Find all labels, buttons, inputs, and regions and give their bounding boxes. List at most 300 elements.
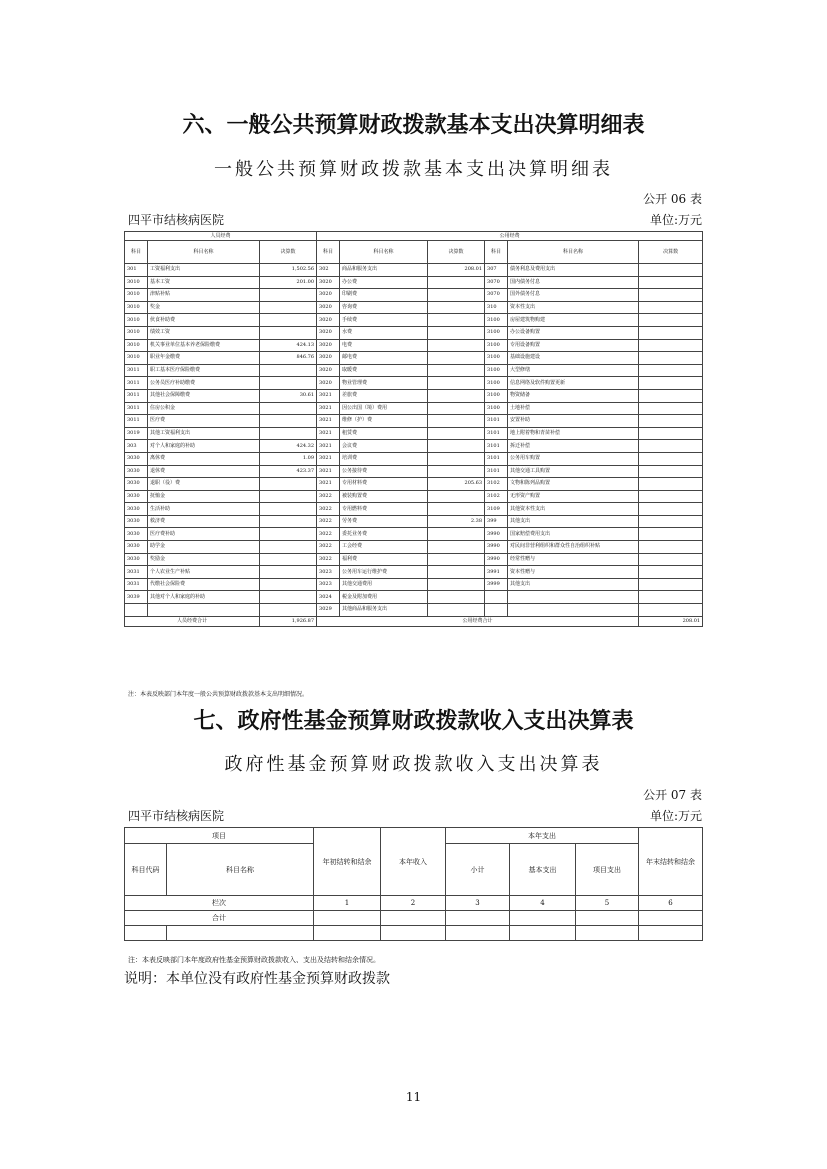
cell-name: 公务用车运行维护费 bbox=[340, 566, 428, 579]
cell-amount bbox=[639, 389, 703, 402]
cell-name: 对个人和家庭的补助 bbox=[148, 440, 260, 453]
section6-table-no: 公开 06 表 bbox=[643, 192, 702, 206]
table-row bbox=[125, 314, 703, 327]
section7-org: 四平市结核病医院 bbox=[128, 809, 225, 823]
cell-amount bbox=[639, 541, 703, 554]
table-row bbox=[125, 465, 703, 478]
cell-code: 3030 bbox=[125, 541, 148, 554]
cell-amount bbox=[639, 326, 703, 339]
cell-amount bbox=[639, 427, 703, 440]
cell-amount bbox=[428, 314, 485, 327]
cell-code: 3999 bbox=[485, 578, 508, 591]
cell-amount bbox=[428, 352, 485, 365]
cell-amount bbox=[428, 339, 485, 352]
cell-name bbox=[148, 604, 260, 617]
cell-name: 离休费 bbox=[148, 452, 260, 465]
cell-name: 专用材料费 bbox=[340, 478, 428, 491]
cell-name: 取暖费 bbox=[340, 364, 428, 377]
cell-code: 3030 bbox=[125, 465, 148, 478]
cell-name: 抚恤金 bbox=[148, 490, 260, 503]
cell-amount bbox=[260, 528, 317, 541]
cell-name bbox=[508, 591, 639, 604]
col-begin: 年初结转和结余 bbox=[314, 828, 381, 896]
cell-name: 因公出国（境）费用 bbox=[340, 402, 428, 415]
cell-code: 3022 bbox=[317, 541, 340, 554]
cell-code: 3109 bbox=[485, 503, 508, 516]
section7-statement: 说明：本单位没有政府性基金预算财政拨款 bbox=[124, 971, 390, 987]
table-row bbox=[125, 264, 703, 277]
cell-name: 救济费 bbox=[148, 515, 260, 528]
personnel-total: 1,926.87 bbox=[260, 616, 317, 626]
lanci-cell: 3 bbox=[446, 896, 510, 911]
cell-amount bbox=[639, 352, 703, 365]
cell-code: 3010 bbox=[125, 352, 148, 365]
cell-name: 委托业务费 bbox=[340, 528, 428, 541]
cell-name: 职工基本医疗保险缴费 bbox=[148, 364, 260, 377]
lanci-cell: 6 bbox=[639, 896, 703, 911]
cell-name: 基础设施建设 bbox=[508, 352, 639, 365]
cell-code: 3100 bbox=[485, 389, 508, 402]
cell-name: 其他支出 bbox=[508, 515, 639, 528]
cell-code: 3020 bbox=[317, 364, 340, 377]
cell-code: 3101 bbox=[485, 465, 508, 478]
table-row bbox=[125, 478, 703, 491]
cell-code bbox=[125, 604, 148, 617]
cell-code: 3010 bbox=[125, 314, 148, 327]
cell-code: 3011 bbox=[125, 402, 148, 415]
table-row bbox=[125, 339, 703, 352]
cell-name: 机关事业单位基本养老保险缴费 bbox=[148, 339, 260, 352]
cell-code: 3020 bbox=[317, 339, 340, 352]
cell-code: 3021 bbox=[317, 452, 340, 465]
cell-amount: 1.09 bbox=[260, 452, 317, 465]
col-code: 科目 bbox=[317, 241, 340, 264]
cell-amount bbox=[428, 503, 485, 516]
col-project-expense: 项目支出 bbox=[576, 844, 639, 896]
col-subtotal: 小计 bbox=[446, 844, 510, 896]
cell-amount bbox=[639, 289, 703, 302]
cell-name bbox=[508, 604, 639, 617]
cell-code: 3022 bbox=[317, 503, 340, 516]
cell-name: 基本工资 bbox=[148, 276, 260, 289]
cell-name: 公务用车购置 bbox=[508, 452, 639, 465]
cell-name: 租赁费 bbox=[340, 427, 428, 440]
cell-amount bbox=[428, 389, 485, 402]
personnel-total-label: 人员经费合计 bbox=[125, 616, 260, 626]
cell-code: 3031 bbox=[125, 578, 148, 591]
cell-amount bbox=[428, 604, 485, 617]
cell-amount bbox=[428, 427, 485, 440]
lanci-cell: 2 bbox=[381, 896, 446, 911]
cell-name: 税金及附加费用 bbox=[340, 591, 428, 604]
cell-amount bbox=[639, 515, 703, 528]
cell-amount bbox=[428, 289, 485, 302]
cell-code: 3022 bbox=[317, 490, 340, 503]
table-row bbox=[125, 289, 703, 302]
section7-table-no: 公开 07 表 bbox=[643, 788, 702, 802]
cell-name: 会议费 bbox=[340, 440, 428, 453]
cell-amount bbox=[428, 465, 485, 478]
cell-code: 3010 bbox=[125, 276, 148, 289]
cell-amount: 201.00 bbox=[260, 276, 317, 289]
cell-code: 3020 bbox=[317, 314, 340, 327]
cell-name: 公务接待费 bbox=[340, 465, 428, 478]
table-row bbox=[125, 490, 703, 503]
col-amount: 决算数 bbox=[428, 241, 485, 264]
cell-code: 3101 bbox=[485, 427, 508, 440]
cell-name: 绩效工资 bbox=[148, 326, 260, 339]
cell-name: 对民间非营利组织和群众性自治组织补贴 bbox=[508, 541, 639, 554]
cell-name: 经常性赠与 bbox=[508, 553, 639, 566]
cell-code: 3102 bbox=[485, 478, 508, 491]
col-amount: 决算数 bbox=[639, 241, 703, 264]
cell-amount bbox=[428, 440, 485, 453]
col-income: 本年收入 bbox=[381, 828, 446, 896]
table-row bbox=[125, 301, 703, 314]
cell-code: 3022 bbox=[317, 515, 340, 528]
cell-code: 3020 bbox=[317, 301, 340, 314]
cell-code: 3010 bbox=[125, 289, 148, 302]
cell-code: 3101 bbox=[485, 452, 508, 465]
cell-name: 土地补偿 bbox=[508, 402, 639, 415]
cell-name: 其他对个人和家庭的补助 bbox=[148, 591, 260, 604]
section7-heading: 七、政府性基金预算财政拨款收入支出决算表 bbox=[193, 709, 634, 734]
table-row bbox=[125, 528, 703, 541]
cell-name: 伙食补助费 bbox=[148, 314, 260, 327]
cell-name: 商品和服务支出 bbox=[340, 264, 428, 277]
cell-code: 3100 bbox=[485, 377, 508, 390]
cell-code: 3021 bbox=[317, 389, 340, 402]
cell-amount bbox=[639, 415, 703, 428]
cell-name: 奖励金 bbox=[148, 553, 260, 566]
table-row bbox=[125, 389, 703, 402]
cell-name: 专用设备购置 bbox=[508, 339, 639, 352]
cell-amount: 1,502.56 bbox=[260, 264, 317, 277]
cell-amount bbox=[260, 427, 317, 440]
cell-name: 助学金 bbox=[148, 541, 260, 554]
section7-note: 注：本表反映部门本年度政府性基金预算财政拨款收入、支出及结转和结余情况。 bbox=[128, 956, 380, 964]
cell-code bbox=[485, 604, 508, 617]
cell-name: 邮电费 bbox=[340, 352, 428, 365]
cell-name: 维修（护）费 bbox=[340, 415, 428, 428]
cell-code: 3010 bbox=[125, 339, 148, 352]
cell-code: 3023 bbox=[317, 566, 340, 579]
lanci-cell: 1 bbox=[314, 896, 381, 911]
cell-code: 307 bbox=[485, 264, 508, 277]
cell-code: 3020 bbox=[317, 276, 340, 289]
cell-amount bbox=[260, 490, 317, 503]
cell-code: 3011 bbox=[125, 389, 148, 402]
cell-code: 3100 bbox=[485, 352, 508, 365]
table-row bbox=[125, 503, 703, 516]
cell-code: 3020 bbox=[317, 377, 340, 390]
cell-code: 3021 bbox=[317, 478, 340, 491]
cell-name: 福利费 bbox=[340, 553, 428, 566]
table-row bbox=[125, 415, 703, 428]
cell-code bbox=[485, 591, 508, 604]
cell-code: 3020 bbox=[317, 352, 340, 365]
cell-code: 3990 bbox=[485, 553, 508, 566]
table-row bbox=[125, 591, 703, 604]
cell-code: 3011 bbox=[125, 377, 148, 390]
cell-code: 3024 bbox=[317, 591, 340, 604]
col-name: 科目名称 bbox=[508, 241, 639, 264]
cell-name: 差旅费 bbox=[340, 389, 428, 402]
cell-code: 3100 bbox=[485, 339, 508, 352]
cell-name: 其他交通工具购置 bbox=[508, 465, 639, 478]
cell-name: 工会经费 bbox=[340, 541, 428, 554]
cell-code: 3030 bbox=[125, 503, 148, 516]
cell-name: 培训费 bbox=[340, 452, 428, 465]
table-row bbox=[125, 553, 703, 566]
cell-code: 3101 bbox=[485, 440, 508, 453]
col-basic: 基本支出 bbox=[510, 844, 576, 896]
cell-name: 退职（役）费 bbox=[148, 478, 260, 491]
cell-code: 3021 bbox=[317, 415, 340, 428]
row-total: 合计 bbox=[125, 911, 314, 926]
cell-amount bbox=[639, 490, 703, 503]
cell-amount bbox=[260, 515, 317, 528]
cell-amount bbox=[639, 528, 703, 541]
cell-amount bbox=[639, 339, 703, 352]
cell-amount bbox=[639, 465, 703, 478]
cell-amount bbox=[260, 289, 317, 302]
cell-name: 无形资产购置 bbox=[508, 490, 639, 503]
section6-heading: 六、一般公共预算财政拨款基本支出决算明细表 bbox=[182, 113, 645, 138]
cell-code: 3102 bbox=[485, 490, 508, 503]
public-total-label: 公用经费合计 bbox=[317, 616, 639, 626]
cell-code: 3020 bbox=[317, 289, 340, 302]
cell-amount bbox=[428, 415, 485, 428]
cell-name: 工资福利支出 bbox=[148, 264, 260, 277]
cell-name: 其他资本性支出 bbox=[508, 503, 639, 516]
cell-amount: 205.63 bbox=[428, 478, 485, 491]
cell-name: 安置补助 bbox=[508, 415, 639, 428]
col-code: 科目 bbox=[485, 241, 508, 264]
table-row bbox=[125, 452, 703, 465]
cell-amount bbox=[428, 402, 485, 415]
cell-amount bbox=[260, 326, 317, 339]
cell-code: 3022 bbox=[317, 528, 340, 541]
cell-code: 3030 bbox=[125, 528, 148, 541]
cell-code: 310 bbox=[485, 301, 508, 314]
col-project: 项目 bbox=[125, 828, 314, 844]
cell-code: 3991 bbox=[485, 566, 508, 579]
cell-amount bbox=[260, 364, 317, 377]
cell-amount bbox=[639, 402, 703, 415]
cell-name: 住房公积金 bbox=[148, 402, 260, 415]
lanci-cell: 4 bbox=[510, 896, 576, 911]
cell-code: 3019 bbox=[125, 427, 148, 440]
cell-amount bbox=[639, 440, 703, 453]
cell-amount bbox=[639, 364, 703, 377]
cell-name: 其他交通费用 bbox=[340, 578, 428, 591]
cell-code: 3100 bbox=[485, 326, 508, 339]
cell-name: 被装购置费 bbox=[340, 490, 428, 503]
cell-amount bbox=[428, 377, 485, 390]
cell-code: 3030 bbox=[125, 553, 148, 566]
cell-amount bbox=[260, 503, 317, 516]
cell-code: 399 bbox=[485, 515, 508, 528]
cell-name: 医疗费补助 bbox=[148, 528, 260, 541]
cell-amount bbox=[639, 604, 703, 617]
cell-code: 3021 bbox=[317, 440, 340, 453]
table-row bbox=[125, 604, 703, 617]
cell-name: 专用燃料费 bbox=[340, 503, 428, 516]
cell-amount bbox=[260, 578, 317, 591]
cell-amount bbox=[428, 276, 485, 289]
cell-amount bbox=[428, 528, 485, 541]
cell-amount: 208.01 bbox=[428, 264, 485, 277]
cell-code: 3021 bbox=[317, 465, 340, 478]
section6-table bbox=[124, 231, 703, 627]
cell-name: 国内债务付息 bbox=[508, 276, 639, 289]
cell-name: 印刷费 bbox=[340, 289, 428, 302]
cell-name: 拆迁补偿 bbox=[508, 440, 639, 453]
cell-amount bbox=[260, 415, 317, 428]
cell-amount bbox=[428, 541, 485, 554]
section7-unit: 单位:万元 bbox=[649, 809, 702, 823]
cell-amount: 424.32 bbox=[260, 440, 317, 453]
cell-amount bbox=[428, 452, 485, 465]
row-lanci: 栏次 bbox=[125, 896, 314, 911]
cell-name: 国外债务付息 bbox=[508, 289, 639, 302]
cell-code: 301 bbox=[125, 264, 148, 277]
table-row bbox=[125, 440, 703, 453]
cell-code: 3011 bbox=[125, 415, 148, 428]
cell-code: 302 bbox=[317, 264, 340, 277]
cell-code: 3021 bbox=[317, 402, 340, 415]
cell-name: 其他支出 bbox=[508, 578, 639, 591]
cell-name: 其他商品和服务支出 bbox=[340, 604, 428, 617]
section6-subheading: 一般公共预算财政拨款基本支出决算明细表 bbox=[214, 159, 613, 180]
group-personnel: 人员经费 bbox=[125, 232, 317, 241]
cell-code: 3100 bbox=[485, 364, 508, 377]
cell-amount bbox=[260, 541, 317, 554]
table-row bbox=[125, 566, 703, 579]
cell-name: 奖金 bbox=[148, 301, 260, 314]
table-row bbox=[125, 541, 703, 554]
cell-name: 退休费 bbox=[148, 465, 260, 478]
cell-amount: 846.76 bbox=[260, 352, 317, 365]
cell-name: 医疗费 bbox=[148, 415, 260, 428]
cell-name: 劳务费 bbox=[340, 515, 428, 528]
cell-code: 3030 bbox=[125, 478, 148, 491]
cell-name: 电费 bbox=[340, 339, 428, 352]
cell-code: 303 bbox=[125, 440, 148, 453]
cell-code: 3070 bbox=[485, 289, 508, 302]
cell-name: 津贴补贴 bbox=[148, 289, 260, 302]
table-row bbox=[125, 402, 703, 415]
cell-name: 信息网络及软件购置更新 bbox=[508, 377, 639, 390]
cell-amount: 30.61 bbox=[260, 389, 317, 402]
cell-amount bbox=[428, 591, 485, 604]
table-row bbox=[125, 427, 703, 440]
cell-name: 资本性支出 bbox=[508, 301, 639, 314]
cell-name: 资本性赠与 bbox=[508, 566, 639, 579]
cell-amount bbox=[260, 377, 317, 390]
public-total: 208.01 bbox=[639, 616, 703, 626]
cell-name: 债务利息及费用支出 bbox=[508, 264, 639, 277]
cell-amount bbox=[639, 503, 703, 516]
cell-code: 3100 bbox=[485, 314, 508, 327]
cell-name: 物业管理费 bbox=[340, 377, 428, 390]
table-row bbox=[125, 364, 703, 377]
cell-code: 3100 bbox=[485, 402, 508, 415]
col-amount: 决算数 bbox=[260, 241, 317, 264]
col-expense: 本年支出 bbox=[446, 828, 639, 844]
col-name: 科目名称 bbox=[340, 241, 428, 264]
cell-code: 3990 bbox=[485, 528, 508, 541]
cell-amount: 424.13 bbox=[260, 339, 317, 352]
cell-amount bbox=[428, 566, 485, 579]
cell-code: 3070 bbox=[485, 276, 508, 289]
lanci-cell: 5 bbox=[576, 896, 639, 911]
cell-amount bbox=[639, 301, 703, 314]
col-code: 科目代码 bbox=[125, 844, 167, 896]
cell-amount bbox=[639, 566, 703, 579]
cell-code: 3020 bbox=[317, 326, 340, 339]
col-name: 科目名称 bbox=[167, 844, 314, 896]
page-number: 11 bbox=[405, 1090, 422, 1104]
cell-code: 3031 bbox=[125, 566, 148, 579]
cell-code: 3023 bbox=[317, 578, 340, 591]
cell-amount bbox=[639, 553, 703, 566]
cell-name: 办公设备购置 bbox=[508, 326, 639, 339]
cell-code: 3022 bbox=[317, 553, 340, 566]
cell-amount bbox=[639, 452, 703, 465]
cell-amount bbox=[639, 264, 703, 277]
cell-amount bbox=[260, 478, 317, 491]
cell-amount bbox=[260, 314, 317, 327]
cell-name: 生活补助 bbox=[148, 503, 260, 516]
section6-note: 注：本表反映部门本年度一般公共预算财政拨款基本支出明细情况。 bbox=[128, 691, 309, 698]
cell-name: 手续费 bbox=[340, 314, 428, 327]
cell-name: 大型修缮 bbox=[508, 364, 639, 377]
cell-name: 其他工资福利支出 bbox=[148, 427, 260, 440]
section6-unit: 单位:万元 bbox=[649, 213, 702, 227]
section6-org: 四平市结核病医院 bbox=[128, 213, 225, 227]
cell-amount bbox=[260, 553, 317, 566]
table-row bbox=[125, 326, 703, 339]
cell-amount bbox=[639, 276, 703, 289]
cell-amount bbox=[428, 578, 485, 591]
table-row bbox=[125, 377, 703, 390]
table-row bbox=[125, 352, 703, 365]
cell-name: 水费 bbox=[340, 326, 428, 339]
cell-code: 3029 bbox=[317, 604, 340, 617]
cell-amount bbox=[639, 578, 703, 591]
cell-amount bbox=[260, 604, 317, 617]
cell-amount bbox=[260, 566, 317, 579]
col-name: 科目名称 bbox=[148, 241, 260, 264]
cell-amount bbox=[639, 314, 703, 327]
col-code: 科目 bbox=[125, 241, 148, 264]
cell-amount bbox=[428, 301, 485, 314]
cell-name: 咨询费 bbox=[340, 301, 428, 314]
cell-amount bbox=[639, 591, 703, 604]
group-public: 公用经费 bbox=[317, 232, 703, 241]
section7-subheading: 政府性基金预算财政拨款收入支出决算表 bbox=[224, 754, 603, 775]
table-row bbox=[125, 276, 703, 289]
cell-name: 个人农业生产补贴 bbox=[148, 566, 260, 579]
cell-amount bbox=[428, 326, 485, 339]
cell-name: 文物和陈列品购置 bbox=[508, 478, 639, 491]
cell-amount bbox=[260, 591, 317, 604]
cell-name: 房屋建筑物购建 bbox=[508, 314, 639, 327]
section7-table bbox=[124, 827, 703, 941]
cell-amount bbox=[428, 364, 485, 377]
